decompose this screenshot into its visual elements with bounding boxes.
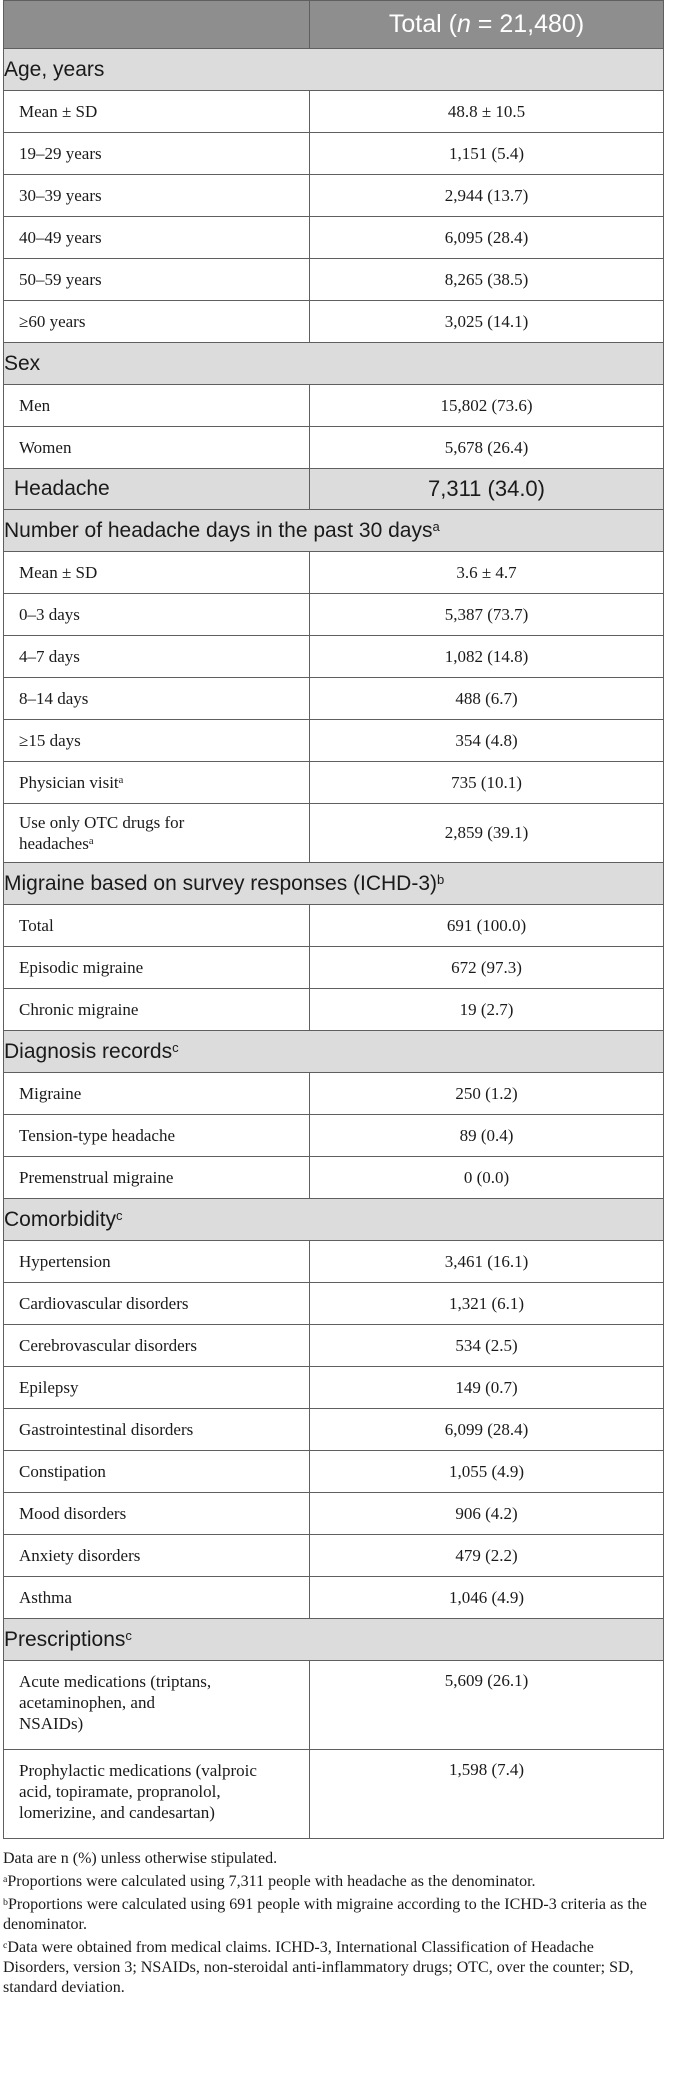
table-row [4,427,664,469]
row-label: Hypertension [4,1241,310,1283]
row-label-text: Physician visit [19,772,119,792]
table-row [4,1241,664,1283]
header-total-suffix: = 21,480) [470,10,585,38]
row-value: 15,802 (73.6) [310,385,664,427]
footnote-a [3,1872,663,1892]
footnote-marker: c [125,1627,132,1643]
row-value: 672 (97.3) [310,947,664,989]
section-row-comorbidity [4,1199,664,1241]
row-label [4,1661,310,1750]
table-header-row [4,1,664,49]
characteristics-table [3,0,664,1839]
row-value: 488 (6.7) [310,678,664,720]
headache-row [4,469,664,510]
table-row [4,1115,664,1157]
table-row [4,1535,664,1577]
footnote-text: Proportions were calculated using 7,311 people with headache as the denominator. [7,1873,536,1890]
row-value: 19 (2.7) [310,989,664,1031]
row-label [4,804,310,863]
header-blank-cell [4,1,310,49]
row-label [4,1750,310,1839]
row-label [4,762,310,804]
footnote-general: Data are n (%) unless otherwise stipulated. [3,1850,278,1867]
row-label: 0–3 days [4,594,310,636]
table-row [4,720,664,762]
row-label: 19–29 years [4,133,310,175]
row-label: 40–49 years [4,217,310,259]
row-label-line: acetaminophen, and [19,1693,155,1712]
row-label: Tension-type headache [4,1115,310,1157]
row-label: ≥60 years [4,301,310,343]
row-value: 6,099 (28.4) [310,1409,664,1451]
row-value: 5,609 (26.1) [310,1661,664,1750]
footnote-marker: c [172,1039,179,1055]
row-value: 735 (10.1) [310,762,664,804]
headache-value: 7,311 (34.0) [310,469,664,510]
footnote-text: Proportions were calculated using 691 people with migraine according to the ICHD-3 criteria as the denominator. [3,1896,647,1933]
row-label: Migraine [4,1073,310,1115]
row-value: 1,598 (7.4) [310,1750,664,1839]
row-label: Mood disorders [4,1493,310,1535]
row-value: 6,095 (28.4) [310,217,664,259]
footnote-marker: b [3,1896,8,1908]
table-row [4,175,664,217]
table-row [4,259,664,301]
row-label: Total [4,905,310,947]
section-title-text: Migraine based on survey responses (ICHD-3) [4,871,438,895]
row-label: Cardiovascular disorders [4,1283,310,1325]
row-label: 4–7 days [4,636,310,678]
table-row [4,1661,664,1750]
header-n-symbol: n [456,10,471,38]
table-row [4,385,664,427]
table-row [4,636,664,678]
row-value: 250 (1.2) [310,1073,664,1115]
row-value: 1,046 (4.9) [310,1577,664,1619]
row-label: ≥15 days [4,720,310,762]
section-title [4,1031,664,1073]
table-row [4,1073,664,1115]
footnote-b [3,1895,663,1935]
row-value: 149 (0.7) [310,1367,664,1409]
row-label: Mean ± SD [4,91,310,133]
row-value: 89 (0.4) [310,1115,664,1157]
footnote-c [3,1938,663,1998]
footnote-marker: a [432,518,440,534]
section-row-diagnosis [4,1031,664,1073]
row-value: 1,082 (14.8) [310,636,664,678]
row-label: Cerebrovascular disorders [4,1325,310,1367]
footnote-text: Data were obtained from medical claims. ICHD-3, International Classification of Headache Disorders, version 3; NSAIDs, non-steroidal anti-inflammatory drugs; OTC, over the counter; SD, standard deviation. [3,1939,634,1996]
row-value: 906 (4.2) [310,1493,664,1535]
row-value: 5,387 (73.7) [310,594,664,636]
table-row [4,678,664,720]
row-label: Chronic migraine [4,989,310,1031]
row-label: Anxiety disorders [4,1535,310,1577]
table-row [4,947,664,989]
table-row [4,762,664,804]
table-row [4,1367,664,1409]
row-value: 1,321 (6.1) [310,1283,664,1325]
row-value: 3.6 ± 4.7 [310,552,664,594]
section-title-text: Number of headache days in the past 30 days [4,518,433,542]
row-label: 30–39 years [4,175,310,217]
section-row-sex [4,343,664,385]
table-row [4,1325,664,1367]
row-label-line: Use only OTC drugs for [19,813,185,832]
row-value: 2,944 (13.7) [310,175,664,217]
table-row [4,91,664,133]
table-row [4,1577,664,1619]
table-row [4,1409,664,1451]
headache-label: Headache [4,469,310,510]
table-row [4,552,664,594]
row-label: 50–59 years [4,259,310,301]
section-title-text: Comorbidity [4,1207,117,1231]
row-label: 8–14 days [4,678,310,720]
row-label: Episodic migraine [4,947,310,989]
section-title: Age, years [4,49,664,91]
row-value: 2,859 (39.1) [310,804,664,863]
table-row [4,989,664,1031]
section-row-age [4,49,664,91]
row-label: Asthma [4,1577,310,1619]
section-title [4,863,664,905]
section-row-migraine-survey [4,863,664,905]
section-title [4,1619,664,1661]
row-label-line: lomerizine, and candesartan) [19,1803,215,1822]
row-label-line: Prophylactic medications (valproic [19,1761,257,1780]
section-title [4,1199,664,1241]
table-row [4,217,664,259]
table-row [4,1451,664,1493]
row-value: 48.8 ± 10.5 [310,91,664,133]
row-value: 691 (100.0) [310,905,664,947]
footnote-marker: a [88,836,94,848]
table-row [4,594,664,636]
table-row [4,905,664,947]
row-value: 1,151 (5.4) [310,133,664,175]
row-label-line: headaches [19,834,89,853]
section-title-text: Prescriptions [4,1627,126,1651]
row-label: Women [4,427,310,469]
table-footnotes [3,1849,663,1998]
row-label-line: NSAIDs) [19,1714,84,1733]
footnote-marker: a [3,1873,8,1885]
section-title [4,510,664,552]
section-row-prescriptions [4,1619,664,1661]
section-title-text: Diagnosis records [4,1039,173,1063]
footnote-marker: c [116,1207,123,1223]
row-value: 3,025 (14.1) [310,301,664,343]
row-label: Premenstrual migraine [4,1157,310,1199]
row-value: 534 (2.5) [310,1325,664,1367]
row-label: Mean ± SD [4,552,310,594]
footnote-marker: c [3,1939,8,1951]
row-label-line: acid, topiramate, propranolol, [19,1782,221,1801]
table-row [4,133,664,175]
row-label: Men [4,385,310,427]
footnote-marker: b [437,871,445,887]
row-value: 0 (0.0) [310,1157,664,1199]
header-total-prefix: Total ( [388,10,457,38]
section-title: Sex [4,343,664,385]
row-value: 3,461 (16.1) [310,1241,664,1283]
row-label: Gastrointestinal disorders [4,1409,310,1451]
row-value: 354 (4.8) [310,720,664,762]
table-row [4,1283,664,1325]
table-row [4,804,664,863]
row-value: 5,678 (26.4) [310,427,664,469]
section-row-headache-days [4,510,664,552]
header-total-cell [310,1,664,49]
table-row [4,1493,664,1535]
table-row [4,1157,664,1199]
row-value: 8,265 (38.5) [310,259,664,301]
row-value: 1,055 (4.9) [310,1451,664,1493]
table-row [4,1750,664,1839]
row-label: Epilepsy [4,1367,310,1409]
table-row [4,301,664,343]
row-label: Constipation [4,1451,310,1493]
row-value: 479 (2.2) [310,1535,664,1577]
row-label-line: Acute medications (triptans, [19,1672,212,1691]
footnote-marker: a [118,774,124,786]
